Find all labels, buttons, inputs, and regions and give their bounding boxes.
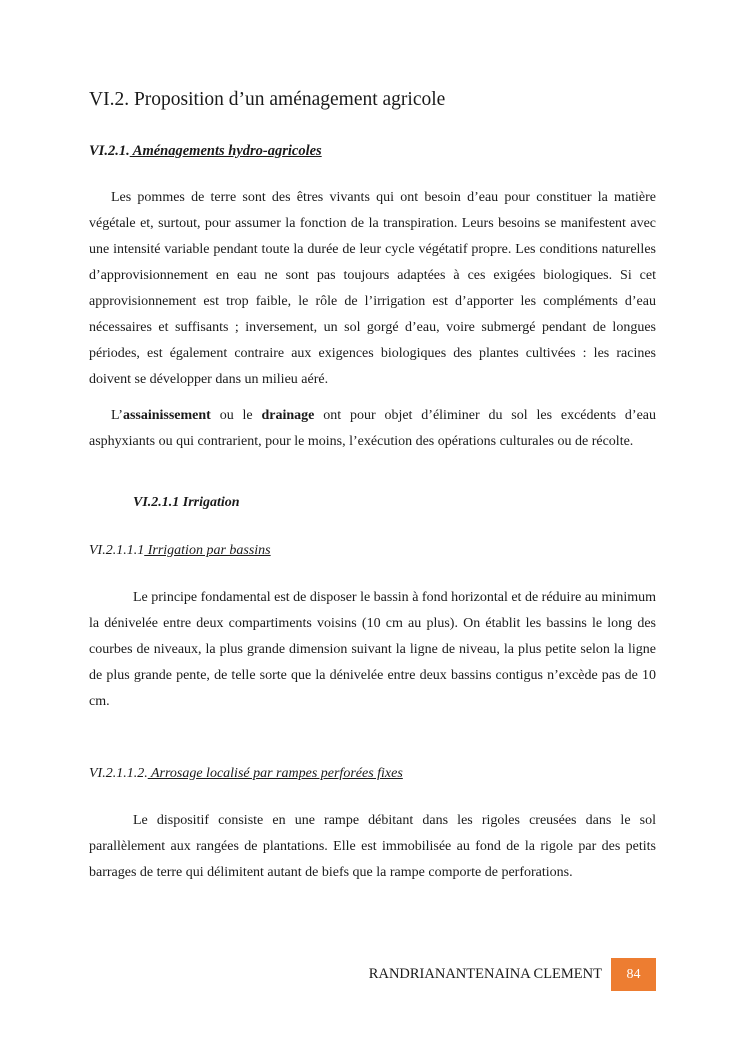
item-2-heading <box>89 766 403 782</box>
item-2-number: VI.2.1.1.2. <box>89 766 148 781</box>
item-1-heading <box>89 543 271 559</box>
paragraph-water-needs: Les pommes de terre sont des êtres vivants qui ont besoin d’eau pour constituer la matière végétale et, surtout, pour assumer la fonction de la transpiration. Leurs besoins se manifestent avec une intensité variable pendant toute la durée de leur cycle végétatif propre. Les conditions naturelles d’approvisionnement en eau ne sont pas toujours adaptées à ces exigées biologiques. Si cet approvisionnement est trop faible, le rôle de l’irrigation est d’apporter les compléments d’eau nécessaires et suffisants ; inversement, un sol gorgé d’eau, voire submergé pendant de longues périodes, est également contraire aux exigences biologiques des plantes cultivées : les racines doivent se développer dans un milieu aéré. <box>89 190 656 387</box>
page-footer <box>369 958 656 991</box>
subsection-number: VI.2.1. <box>89 143 130 159</box>
subsection-title: Aménagements hydro-agricoles <box>129 143 322 159</box>
subsection-heading <box>89 143 322 160</box>
term-drainage: drainage <box>261 408 315 423</box>
section-heading: VI.2. Proposition d’un aménagement agricole <box>89 89 446 110</box>
paragraph-drainage-connector: ou le <box>210 408 262 423</box>
item-2-title: Arrosage localisé par rampes perforées fixes <box>147 766 403 781</box>
item-1-title: Irrigation par bassins <box>144 543 271 558</box>
item-1-paragraph: Le principe fondamental est de disposer le bassin à fond horizontal et de réduire au minimum la dénivelée entre deux compartiments voisins (10 cm au plus). On établit les bassins le long des courbes de niveaux, la plus grande dimension suivant la ligne de niveau, la plus petite selon la ligne de plus grande pente, de telle sorte que la dénivelée entre deux bassins contigus n’excède pas de 10 cm. <box>89 590 656 709</box>
footer-author: RANDRIANANTENAINA CLEMENT <box>368 966 602 982</box>
term-assainissement: assainissement <box>122 408 211 423</box>
item-2-paragraph: Le dispositif consiste en une rampe débitant dans les rigoles creusées dans le sol parallèlement aux rangées de plantations. Elle est immobilisée au fond de la rigole par des petits barrages de terre qui délimitent autant de biefs que la rampe comporte de perforations. <box>89 813 656 880</box>
page-number-badge: 84 <box>611 958 656 991</box>
paragraph-drainage <box>89 403 656 455</box>
paragraph-drainage-rest: ont pour objet d’éliminer du sol les excédents d’eau asphyxiants ou qui contrarient, pour le moins, l’exécution des opérations culturales ou de récolte. <box>89 408 656 449</box>
paragraph-drainage-prefix: L’ <box>111 408 123 423</box>
item-1-number: VI.2.1.1.1 <box>89 543 145 558</box>
irrigation-heading: VI.2.1.1 Irrigation <box>133 495 240 510</box>
